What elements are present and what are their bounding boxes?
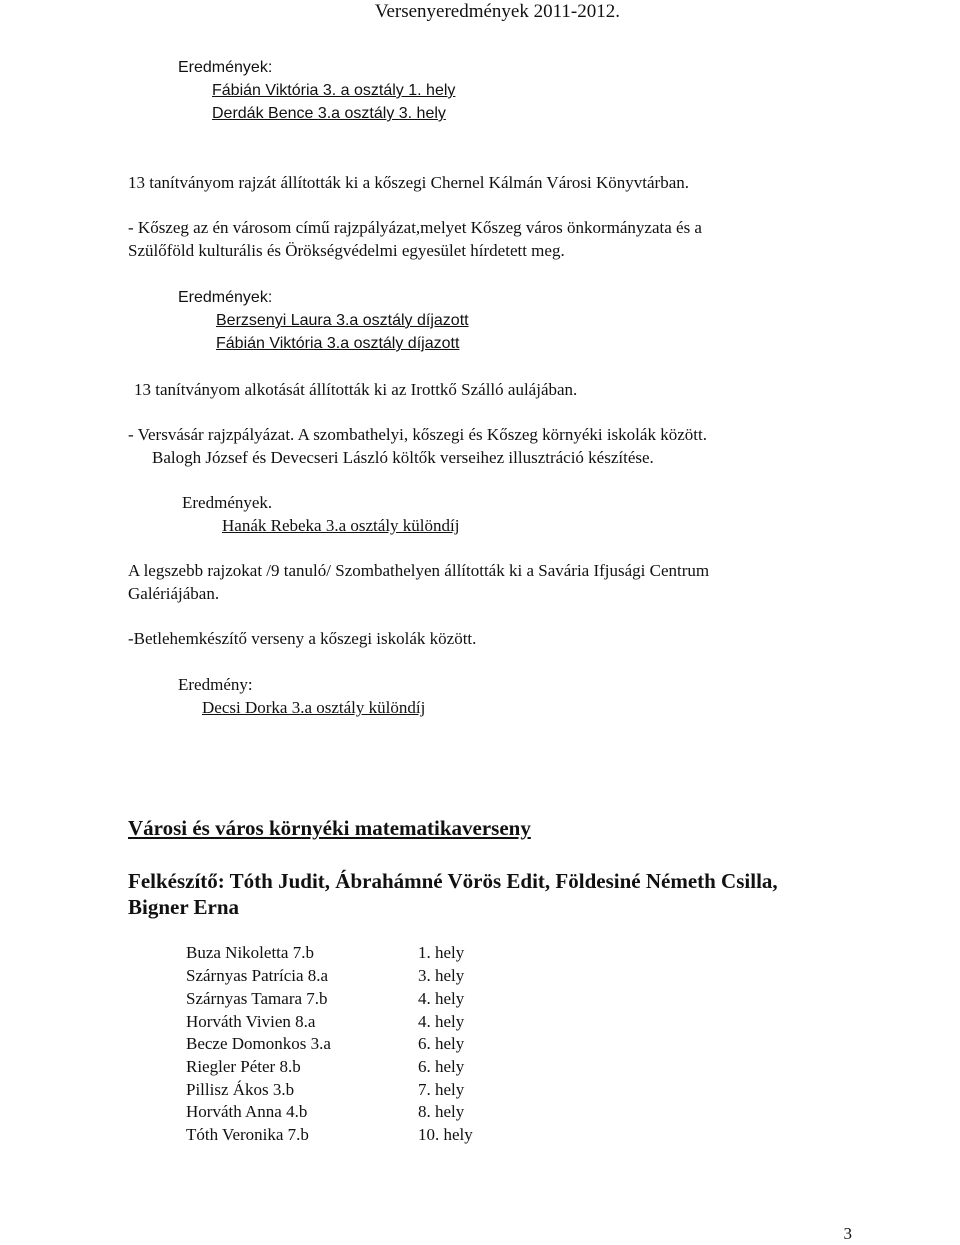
results-label: Eredmények. xyxy=(182,493,273,512)
table-row-place: 4. hely xyxy=(418,1012,465,1031)
paragraph: 13 tanítványom rajzát állították ki a kőszegi Chernel Kálmán Városi Könyvtárban. xyxy=(128,173,689,192)
teachers-label: Felkészítő: xyxy=(128,869,225,893)
result-line: Decsi Dorka 3.a osztály különdíj xyxy=(202,698,426,717)
table-row-place: 10. hely xyxy=(418,1125,473,1144)
table-row-place: 3. hely xyxy=(418,966,465,985)
table-row-place: 6. hely xyxy=(418,1034,465,1053)
paragraph: Galériájában. xyxy=(128,584,220,603)
table-row-name: Pillisz Ákos 3.b xyxy=(186,1080,295,1099)
result-line: Derdák Bence 3.a osztály 3. hely xyxy=(212,105,446,122)
teachers-names: Tóth Judit, Ábrahámné Vörös Edit, Földesiné Németh Csilla, xyxy=(229,869,778,893)
table-row-name: Becze Domonkos 3.a xyxy=(186,1034,331,1053)
result-line: Fábián Viktória 3. a osztály 1. hely xyxy=(212,82,456,99)
result-line: Fábián Viktória 3.a osztály díjazott xyxy=(216,335,460,352)
table-row-place: 4. hely xyxy=(418,989,465,1008)
results-label: Eredmény: xyxy=(178,675,253,694)
result-line: Hanák Rebeka 3.a osztály különdíj xyxy=(222,516,460,535)
table-row-name: Szárnyas Tamara 7.b xyxy=(186,989,328,1008)
paragraph: - Versvásár rajzpályázat. A szombathelyi, kőszegi és Kőszeg környéki iskolák között. xyxy=(128,425,707,444)
table-row-place: 8. hely xyxy=(418,1102,465,1121)
results-label: Eredmények: xyxy=(178,289,273,306)
result-line: Berzsenyi Laura 3.a osztály díjazott xyxy=(216,312,469,329)
table-row-name: Buza Nikoletta 7.b xyxy=(186,943,314,962)
table-row-name: Szárnyas Patrícia 8.a xyxy=(186,966,329,985)
table-row-place: 6. hely xyxy=(418,1057,465,1076)
paragraph: A legszebb rajzokat /9 tanuló/ Szombathelyen állították ki a Savária Ifjusági Centrum xyxy=(128,561,710,580)
teachers-line xyxy=(128,868,778,894)
page-number: 3 xyxy=(843,1224,852,1243)
page-header: Versenyeredmények 2011-2012. xyxy=(374,1,620,22)
teachers-names-continued: Bigner Erna xyxy=(128,895,240,919)
paragraph: Balogh József és Devecseri László költők verseihez illusztráció készítése. xyxy=(152,448,654,467)
section-title: Városi és város környéki matematikaverseny xyxy=(128,816,531,840)
paragraph: - Kőszeg az én városom című rajzpályázat,melyet Kőszeg város önkormányzata és a xyxy=(128,218,702,237)
table-row-name: Horváth Anna 4.b xyxy=(186,1102,308,1121)
table-row-place: 1. hely xyxy=(418,943,465,962)
table-row-name: Tóth Veronika 7.b xyxy=(186,1125,309,1144)
paragraph: 13 tanítványom alkotását állították ki az Irottkő Szálló aulájában. xyxy=(134,380,578,399)
paragraph: -Betlehemkészítő verseny a kőszegi iskolák között. xyxy=(128,629,477,648)
paragraph: Szülőföld kulturális és Örökségvédelmi egyesület hírdetett meg. xyxy=(128,241,565,260)
results-label: Eredmények: xyxy=(178,59,273,76)
table-row-name: Riegler Péter 8.b xyxy=(186,1057,301,1076)
table-row-name: Horváth Vivien 8.a xyxy=(186,1012,316,1031)
table-row-place: 7. hely xyxy=(418,1080,465,1099)
